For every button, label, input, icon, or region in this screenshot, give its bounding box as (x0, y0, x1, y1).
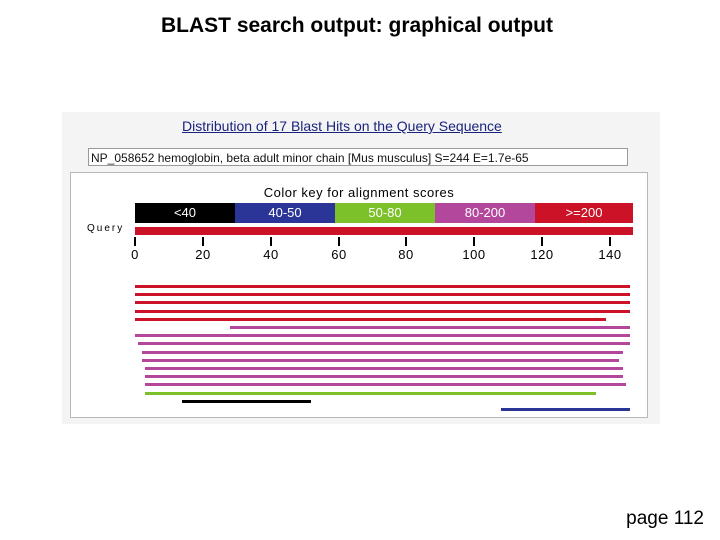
axis-tick-label: 120 (530, 247, 554, 262)
color-key-label: 80-200 (464, 205, 506, 220)
axis-tick-label: 0 (131, 247, 139, 262)
blast-graphic-panel (62, 112, 660, 424)
axis-tick (338, 237, 340, 246)
color-key-title: Color key for alignment scores (263, 185, 455, 200)
axis-tick (609, 237, 611, 246)
color-key-cell-40-50 (235, 203, 335, 223)
color-key-cell-80-200 (435, 203, 535, 223)
axis-tick (202, 237, 204, 246)
color-key-label: >=200 (565, 205, 603, 220)
hit-bar[interactable] (145, 367, 623, 370)
hit-bar[interactable] (145, 383, 626, 386)
color-key-cell-50-80 (335, 203, 435, 223)
axis-tick-label: 40 (263, 247, 279, 262)
color-key-cell-below-40 (135, 203, 235, 223)
axis-tick-label: 20 (195, 247, 211, 262)
hit-bar[interactable] (182, 400, 311, 403)
hit-bar[interactable] (138, 342, 629, 345)
hit-bar[interactable] (142, 351, 623, 354)
distribution-title-link[interactable]: Distribution of 17 Blast Hits on the Query Sequence (182, 118, 502, 134)
axis-tick (473, 237, 475, 246)
hit-bar[interactable] (135, 334, 630, 337)
hit-bar[interactable] (142, 359, 620, 362)
hit-bar[interactable] (145, 375, 623, 378)
axis-tick (134, 237, 136, 246)
axis-tick (270, 237, 272, 246)
page-number: page 112 (626, 508, 704, 529)
color-key-label: 50-80 (368, 205, 402, 220)
hit-bar[interactable] (135, 310, 630, 313)
slide-title: BLAST search output: graphical output (161, 14, 553, 37)
selected-hit-field[interactable]: NP_058652 hemoglobin, beta adult minor chain [Mus musculus] S=244 E=1.7e-65 (88, 148, 628, 166)
color-key-label: <40 (173, 205, 197, 220)
axis-tick (541, 237, 543, 246)
axis-tick-label: 60 (331, 247, 347, 262)
axis-tick-label: 80 (398, 247, 414, 262)
color-key-cell-200-plus (535, 203, 633, 223)
hit-bar[interactable] (501, 408, 630, 411)
axis-tick-label: 140 (598, 247, 622, 262)
query-label: Query (87, 223, 125, 234)
hit-bar[interactable] (145, 392, 596, 395)
hit-bar[interactable] (230, 326, 630, 329)
hit-bar[interactable] (135, 285, 630, 288)
color-key-label: 40-50 (268, 205, 302, 220)
hit-graph (70, 172, 648, 418)
hit-bar[interactable] (135, 318, 606, 321)
query-bar (135, 227, 633, 235)
hit-bar[interactable] (135, 293, 630, 296)
axis-tick (405, 237, 407, 246)
axis-tick-label: 100 (462, 247, 486, 262)
hit-bar[interactable] (135, 301, 630, 304)
